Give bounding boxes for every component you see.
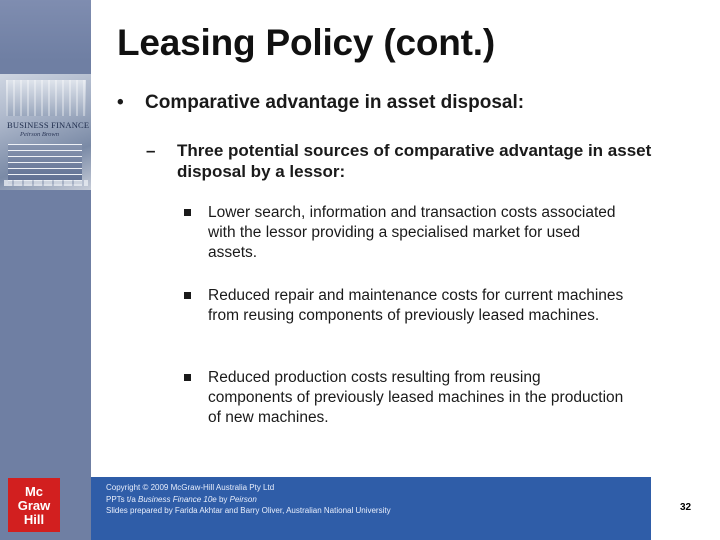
level3-bullet-2 [184,286,624,326]
footer-author: Peirson [229,494,257,504]
level3-bullet-1 [184,203,624,263]
book-cover-image [0,74,91,190]
cover-artwork [8,144,82,184]
level1-text: Comparative advantage in asset disposal: [145,92,525,113]
slide-title: Leasing Policy (cont.) [117,22,495,63]
dash-icon: – [146,141,156,160]
square-bullet-icon [184,374,191,381]
logo-line-1: Mc [24,484,44,499]
level2-text: Three potential sources of comparative advantage in asset disposal by a lessor: [177,141,652,181]
footer-book-title: Business Finance 10e [138,494,217,504]
square-bullet-icon [184,292,191,299]
footer-copyright: Copyright © 2009 McGraw-Hill Australia Pty Ltd [106,483,275,492]
level3-bullet-3 [184,368,624,428]
footer-ppts-prefix: PPTs t/a [106,494,139,504]
footer-ppts-by: by [216,494,230,504]
logo-line-2: Graw [17,498,51,513]
footer-credits [106,482,606,517]
bullet-dot-icon: • [117,92,124,113]
logo-line-3: Hill [23,512,45,527]
cover-author: Peirson Brown [20,131,59,138]
page-number: 32 [679,502,692,513]
cover-strip [4,180,88,186]
cover-title: BUSINESS FINANCE [7,120,90,130]
footer-prepared: Slides prepared by Farida Akhtar and Barry Oliver, Australian National University [106,506,391,515]
level3-text-1: Lower search, information and transaction costs associated with the lessor providing a specialised market for used assets. [208,204,616,261]
cover-building-image [6,80,86,116]
level2-bullet [146,140,686,182]
level3-text-2: Reduced repair and maintenance costs for current machines from reusing components of previously leased machines. [208,287,624,324]
square-bullet-icon [184,209,191,216]
footer-ppts-line [106,494,606,506]
mcgraw-hill-logo [8,478,60,532]
level1-bullet [117,92,697,114]
left-strip-top [0,0,91,60]
level3-text-3: Reduced production costs resulting from reusing components of previously leased machines in the production of new machines. [208,369,624,426]
